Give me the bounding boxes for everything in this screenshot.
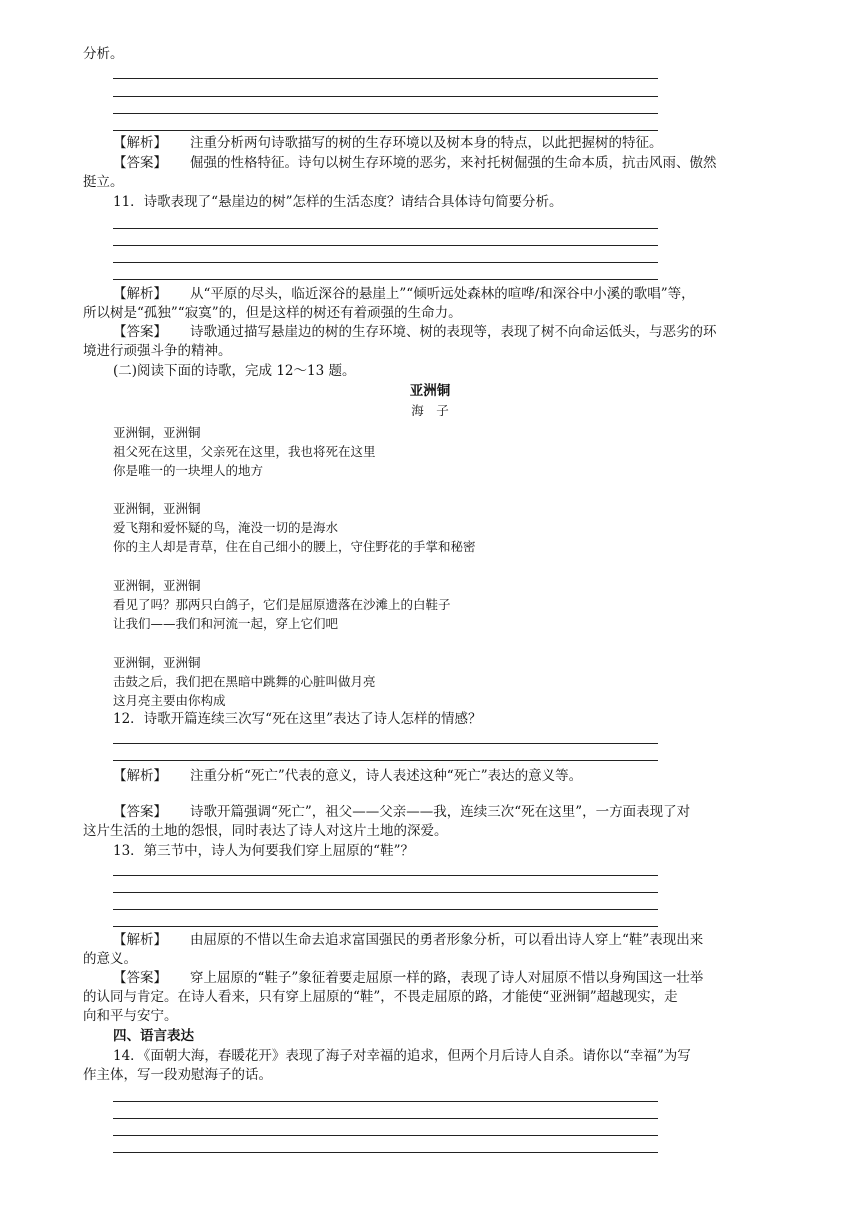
answer-line	[113, 875, 658, 876]
poem-line: 亚洲铜，亚洲铜	[113, 425, 201, 440]
answer-label: 【答案】	[113, 804, 167, 820]
answer-label: 【答案】	[113, 155, 167, 171]
poem-line: 让我们——我们和河流一起，穿上它们吧	[113, 616, 339, 631]
answer-line	[113, 1152, 658, 1153]
answer-line	[113, 926, 658, 927]
answer-text: 诗歌通过描写悬崖边的树的生存环境、树的表现等，表现了树不向命运低头，与恶劣的环	[190, 324, 717, 340]
answer-text: 向和平与安宁。	[83, 1008, 178, 1024]
poem-title: 亚洲铜	[409, 383, 451, 399]
poem-line: 看见了吗？那两只白鸽子，它们是屈原遗落在沙滩上的白鞋子	[113, 597, 451, 612]
poem-author: 海 子	[411, 403, 449, 418]
answer-line	[113, 228, 658, 229]
section-heading: 四、语言表达	[113, 1028, 194, 1044]
poem-line: 亚洲铜，亚洲铜	[113, 578, 201, 593]
answer-text: 倔强的性格特征。诗句以树生存环境的恶劣，来衬托树倔强的生命本质，抗击风雨、傲然	[190, 155, 717, 171]
answer-line	[113, 743, 658, 744]
analysis-label: 【解析】	[113, 932, 167, 948]
analysis-text: 由屈原的不惜以生命去追求富国强民的勇者形象分析，可以看出诗人穿上“鞋”表现出来	[190, 932, 704, 948]
question-14: 作主体，写一段劝慰海子的话。	[83, 1067, 272, 1083]
answer-text: 诗歌开篇强调“死亡”，祖父——父亲——我，连续三次“死在这里”，一方面表现了对	[190, 804, 691, 820]
analysis-text: 的意义。	[83, 951, 137, 967]
answer-line	[113, 760, 658, 761]
answer-text: 的认同与肯定。在诗人看来，只有穿上屈原的“鞋”，不畏走屈原的路，才能使“亚洲铜”超越现实，走	[83, 989, 678, 1005]
analysis-label: 【解析】	[113, 135, 167, 151]
poem-line: 这月亮主要由你构成	[113, 693, 226, 708]
answer-line	[113, 1101, 658, 1102]
analysis-text: 注重分析两句诗歌描写的树的生存环境以及树本身的特点，以此把握树的特征。	[190, 135, 663, 151]
analysis-text: 注重分析“死亡”代表的意义，诗人表述这种“死亡”表达的意义等。	[190, 768, 583, 784]
answer-line	[113, 279, 658, 280]
answer-text: 穿上屈原的“鞋子”象征着要走屈原一样的路，表现了诗人对屈原不惜以身殉国这一壮举	[190, 970, 704, 986]
analysis-text: 所以树是“孤独”“寂寞”的，但是这样的树还有着顽强的生命力。	[83, 305, 462, 321]
answer-text: 挺立。	[83, 174, 124, 190]
section-heading: (二)阅读下面的诗歌，完成 12～13 题。	[113, 363, 356, 379]
poem-line: 你是唯一的一块埋人的地方	[113, 463, 264, 478]
answer-line	[113, 130, 658, 131]
answer-line	[113, 1118, 658, 1119]
answer-label: 【答案】	[113, 970, 167, 986]
answer-line	[113, 892, 658, 893]
answer-line	[113, 78, 658, 79]
answer-line	[113, 1135, 658, 1136]
analysis-label: 【解析】	[113, 768, 167, 784]
question-12: 12．诗歌开篇连续三次写“死在这里”表达了诗人怎样的情感？	[113, 711, 482, 727]
poem-line: 击鼓之后，我们把在黑暗中跳舞的心脏叫做月亮	[113, 674, 376, 689]
answer-line	[113, 113, 658, 114]
analysis-text: 从“平原的尽头，临近深谷的悬崖上”“倾听远处森林的喧哗/和深谷中小溪的歌唱”等，	[190, 286, 695, 302]
answer-text: 境进行顽强斗争的精神。	[83, 343, 232, 359]
intro-text: 分析。	[83, 46, 124, 62]
poem-line: 祖父死在这里，父亲死在这里，我也将死在这里	[113, 444, 376, 459]
answer-line	[113, 245, 658, 246]
question-13: 13．第三节中，诗人为何要我们穿上屈原的“鞋”？	[113, 843, 414, 859]
analysis-label: 【解析】	[113, 286, 167, 302]
poem-line: 爱飞翔和爱怀疑的鸟，淹没一切的是海水	[113, 520, 339, 535]
answer-line	[113, 262, 658, 263]
answer-line	[113, 909, 658, 910]
question-11: 11．诗歌表现了“悬崖边的树”怎样的生活态度？请结合具体诗句简要分析。	[113, 194, 563, 210]
answer-text: 这片生活的土地的怨恨，同时表达了诗人对这片土地的深爱。	[83, 823, 448, 839]
poem-line: 你的主人却是青草，住在自己细小的腰上，守住野花的手掌和秘密	[113, 539, 476, 554]
poem-line: 亚洲铜，亚洲铜	[113, 655, 201, 670]
answer-line	[113, 96, 658, 97]
answer-label: 【答案】	[113, 324, 167, 340]
question-14: 14．《面朝大海，春暖花开》表现了海子对幸福的追求，但两个月后诗人自杀。请你以“幸福”为写	[113, 1048, 691, 1064]
poem-line: 亚洲铜，亚洲铜	[113, 501, 201, 516]
